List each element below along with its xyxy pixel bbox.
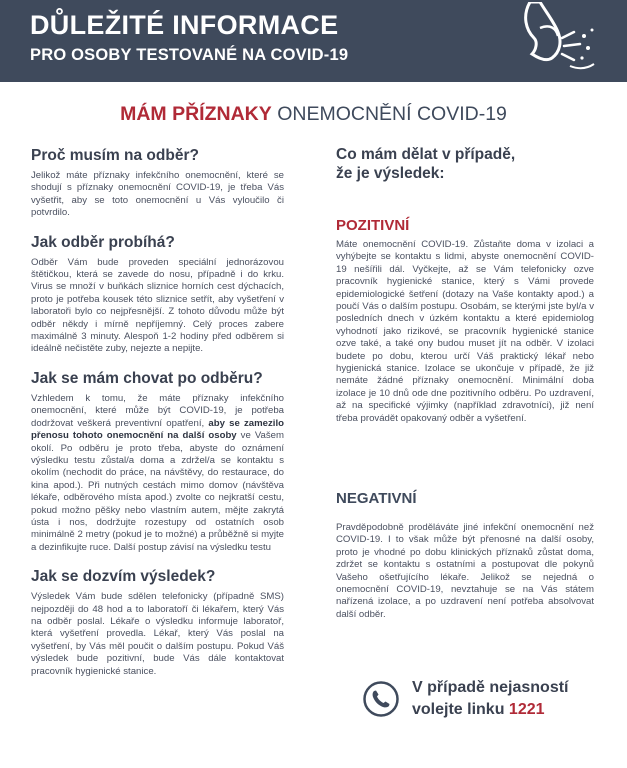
section-text: Jelikož máte příznaky infekčního onemocnění, které se shodují s příznaky onemocnění COVID-19, je třeba Vás vyšetřit, aby se toto onemocnění u Vás vyloučilo či potvrdilo.: [31, 170, 284, 219]
text-part: ve Vašem okolí. Po odběru je proto třeba, abyste do oznámení výsledku testu zůstal/a doma a zdržel/a se kontaktu s okolím (nechodit do práce, na návštěvy, do restaurace, do kina apod.). Při nutných cestách mimo domov (návštěva lékaře, odběrového místa apod.) zvolte co nejkratší cestu, pokud možno pěšky nebo vlastním autem, mějte zakrytá ústa i nos, dodržujte rozestupy od ostatních osob minimálně 2 metry (pokud je to možné) a průběžně si myjte a dezinfikujte ruce. Další postup závisí na výsledku testu: [31, 430, 284, 553]
person-sneezing-icon: [500, 2, 600, 82]
bold-text: aby se zamezilo přenosu tohoto onemocnění na další osoby: [31, 417, 284, 442]
section-heading: Jak se dozvím výsledek?: [31, 568, 216, 586]
section-heading: Jak se mám chovat po odběru?: [31, 369, 263, 387]
section-heading: Proč musím na odběr?: [31, 147, 199, 164]
positive-text: Máte onemocnění COVID-19. Zůstaňte doma v izolaci a vyhýbejte se kontaktu s lidmi, abyste onemocnění COVID-19 nešířili dál. Vyčkejte, až se Vám telefonicky ozve pracovník hygienické stanice, který s Vámi provede epidemiologické šetření (dotazy na Vaše kontakty apod.) a poučí Vás o dalším postupu. Osobám, se kterými jste byl/a v posledních dnech v úzkém kontaktu a které epidemiolog vyhodnotí jako rizikové, se pracovník hygienické stanice ozve také, a také ony budou muset jít na odběr. V izolaci budete po dobu, kterou určí Váš praktický lékař nebo hygienická stanice. Izolace se ukončuje v případě, že již nemáte žádné příznaky onemocnění. Minimální doba izolace je 10 dnů ode dne pozitivního odběru. Po uzdravení, až na specifické výjimky (například zdravotníci), již není třeba provádět opakovaný odběr a vyšetření.: [336, 239, 594, 424]
main-title-red: MÁM PŘÍZNAKY: [120, 103, 272, 125]
negative-heading: NEGATIVNÍ: [336, 490, 417, 507]
text-part: Vzhledem k tomu, že máte příznaky infekčního onemocnění, které může být COVID-19, je potřeba dodržovat veškerá preventivní opatření,: [31, 392, 284, 429]
left-column: [31, 146, 284, 691]
section-text: Odběr Vám bude proveden speciální jednorázovou štětičkou, která se zavede do nosu, případně i do krku. Virus se množí v buňkách sliznice horních cest dýchacích, proto je potřeba kousek této sliznice setřít, aby vyšetření v laboratoři bylo co nejpřesnější. Z tohoto důvodu může být odběr někdy i mírně nepříjemný. Celý proces zabere maximálně 3 minuty. Alespoň 1-2 hodiny před odběrem si ideálně nečistěte zuby, nejezte a nepijte.: [31, 256, 284, 355]
hotline-prefix: volejte linku: [412, 701, 505, 718]
section-why: [31, 146, 284, 220]
header-banner: [0, 0, 627, 82]
header-title: DŮLEŽITÉ INFORMACE: [30, 10, 339, 40]
phone-icon: [363, 681, 399, 717]
main-title: [0, 103, 627, 126]
section-result: [31, 567, 284, 678]
hotline-box: [363, 676, 603, 726]
section-text: Výsledek Vám bude sdělen telefonicky (případně SMS) nejpozději do 48 hod a to laboratoří či lékařem, který Vás na odběr poslal. Lékaře o výsledku informuje laboratoř, která vyšetření provedla. Lékař, který Vás poslal na vyšetření, by Vás měl poučit o dalším postupu. Pokud Váš výsledek bude pozitivní, bude Vás dále kontaktovat pracovník hygienické stanice.: [31, 591, 284, 677]
hotline-number: 1221: [508, 701, 545, 718]
question-line-2: že je výsledek:: [336, 165, 445, 182]
section-text: [31, 393, 284, 554]
right-column: [336, 145, 594, 620]
section-behaviour: [31, 369, 284, 554]
positive-heading: POZITIVNÍ: [336, 217, 410, 234]
question-line-1: Co mám dělat v případě,: [336, 146, 516, 163]
header-subtitle: PRO OSOBY TESTOVANÉ NA COVID-19: [30, 46, 349, 64]
hotline-line-1: V případě nejasností: [412, 679, 569, 696]
section-heading: Jak odběr probíhá?: [31, 233, 175, 251]
hotline-line-2: [412, 701, 545, 719]
negative-text: Pravděpodobně proděláváte jiné infekční onemocnění než COVID-19. I to však může být přenosné na další osoby, proto je vhodné po dobu klinických příznaků zůstat doma, zdržet se kontaktu s ostatními a postupovat dle pokynů Vašeho ošetřujícího lékaře. Jelikož se nejedná o onemocnění COVID-19, nevztahuje se na Vás státem nařízená izolace, a po uzdravení není potřeba absolvovat další odběr.: [336, 522, 594, 620]
main-title-dark: ONEMOCNĚNÍ COVID-19: [277, 103, 507, 125]
section-how: [31, 233, 284, 356]
